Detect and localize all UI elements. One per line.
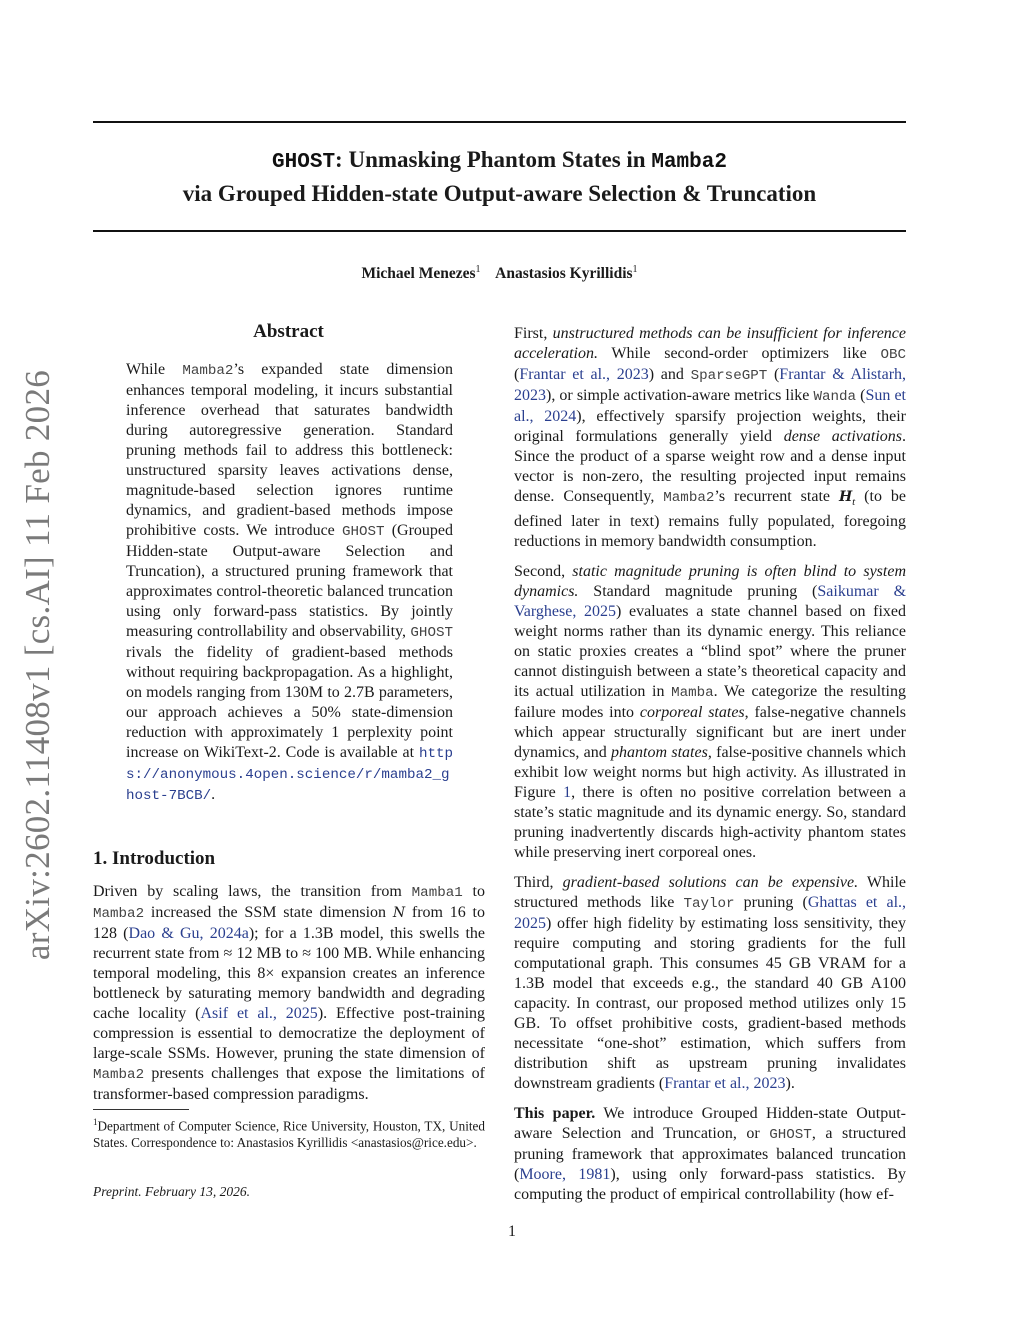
arxiv-id-text: arXiv:2602.11408v1 [cs.AI] 11 Feb 2026 bbox=[18, 369, 57, 961]
affiliation-footnote bbox=[93, 1114, 485, 1151]
page-number: 1 bbox=[508, 1223, 516, 1240]
paper-title bbox=[93, 144, 906, 209]
figure-reference-link[interactable]: 1 bbox=[563, 784, 572, 802]
paragraph: First, unstructured methods can be insufficient for inference acceleration. While second-order optimizers like OBC (Frantar et al., 2023) and SparseGPT (Frantar & Alistarh, 2023), or simple activation-aware metrics like Wanda (Sun et al., 2024), effectively sparsify projection weights, their original formulations generally yield dense activations. Since the product of a sparse weight row and a dense input vector is non-zero, the resulting projected input remains dense. Consequently, Mamba2’s recurrent state $H_t$ (to be defined later in text) remains fully populated, foregoing reductions in memory bandwidth consumption. bbox=[514, 325, 907, 551]
code-term: GHOST bbox=[769, 1127, 812, 1144]
citation-link[interactable]: Ghattas et al., 2025 bbox=[514, 894, 907, 933]
code-term: Mamba2 bbox=[182, 363, 234, 379]
title-bottom-rule bbox=[93, 230, 906, 232]
paragraph: Third, gradient-based solutions can be expensive. While structured methods like Taylor pruning (Ghattas et al., 2025) offer high fidelity by estimating loss sensitivity, they require computing and storing gradients for the full computational graph. This consumes 45 GB VRAM for a 1.3B model that exceeds e.g., the standard 40 GB A100 capacity. In contrast, our proposed method utilizes only 15 GB. To offset prohibitive costs, gradient-based methods necessitate “one-shot” estimation, which suffers from distribution shift as upstream pruning invalidates downstream gradients (Frantar et al., 2023). bbox=[514, 874, 907, 1093]
citation-link[interactable]: Frantar & Alistarh, 2023 bbox=[514, 366, 907, 404]
author-name: Michael Menezes bbox=[361, 265, 476, 283]
footnote-mark: 1 bbox=[93, 1117, 98, 1127]
title-line-1-text: : Unmasking Phantom States in bbox=[335, 147, 652, 172]
code-term: Mamba2 bbox=[93, 906, 145, 922]
affiliation-mark: 1 bbox=[632, 264, 638, 275]
citation-link[interactable]: Asif et al., 2025 bbox=[200, 1005, 318, 1022]
section-heading-introduction: 1. Introduction bbox=[93, 848, 216, 869]
code-term: OBC bbox=[880, 347, 906, 363]
citation-link[interactable]: Moore, 1981 bbox=[519, 1166, 611, 1184]
title-mamba2-code: Mamba2 bbox=[651, 151, 727, 174]
arxiv-identifier-stamp bbox=[14, 369, 62, 961]
math-symbol: H bbox=[838, 489, 853, 505]
code-term: Mamba2 bbox=[663, 490, 715, 506]
code-term: Mamba1 bbox=[411, 885, 463, 901]
code-term: Taylor bbox=[683, 896, 735, 913]
title-line-1 bbox=[93, 144, 906, 178]
citation-link[interactable]: Frantar et al., 2023 bbox=[664, 1075, 786, 1093]
paragraph: Second, static magnitude pruning is often blind to system dynamics. Standard magnitude pruning (Saikumar & Varghese, 2025) evaluates a state channel based on fixed weight norms rather than its dynamic energy. This reliance on static proxies creates a “blind spot” where the pruner cannot distinguish between a state’s theoretical capacity and its actual utilization in Mamba. We categorize the resulting failure modes into corporeal states, false-negative channels which appear structurally significant but are inert under dynamics, and phantom states, false-positive channels which exhibit low weight norms but high activity. As illustrated in Figure 1, there is often no positive correlation between a state’s static magnitude and its dynamic energy. So, standard pruning inadvertently discards high-activity phantom states while preserving inert corporeal ones. bbox=[514, 563, 907, 862]
math-symbol: N bbox=[392, 905, 406, 921]
abstract-heading: Abstract bbox=[253, 321, 324, 342]
citation-link[interactable]: Dao & Gu, 2024a bbox=[128, 925, 249, 942]
paragraph: This paper. We introduce Grouped Hidden-state Output-aware Selection and Truncation, or GHOST, a structured pruning framework that approximates balanced truncation (Moore, 1981), using only forward-pass statistics. By computing the product of empirical controllability (how ef- bbox=[514, 1105, 907, 1204]
citation-link[interactable]: Frantar et al., 2023 bbox=[519, 366, 649, 383]
footnote-rule bbox=[93, 1109, 189, 1110]
preprint-note: Preprint. February 13, 2026. bbox=[93, 1184, 250, 1199]
abstract-body: While Mamba2’s expanded state dimension enhances temporal modeling, it incurs substantial inference overhead that saturates bandwidth during autoregressive generation. Standard pruning methods fail to address this bottleneck: unstructured sparsity leaves activations dense, magnitude-based selection ignores runtime dynamics, and gradient-based methods impose prohibitive costs. We introduce GHOST (Grouped Hidden-state Output-aware Selection and Truncation), a structured pruning framework that approximates control-theoretic balanced truncation using only forward-pass statistics. By jointly measuring controllability and observability, GHOST rivals the fidelity of gradient-based methods without requiring backpropagation. As a highlight, on models ranging from 130M to 2.7B parameters, our approach achieves a 50% state-dimension reduction with approximately 1 perplexity point increase on WikiText-2. Code is available at https://anonymous.4open.science/r/mamba2_ghost-7BCB/. bbox=[126, 361, 454, 804]
author-name: Anastasios Kyrillidis bbox=[495, 265, 633, 283]
title-ghost-code: GHOST bbox=[272, 151, 336, 174]
code-term: Mamba bbox=[671, 685, 714, 702]
code-term: GHOST bbox=[410, 625, 453, 641]
citation-link[interactable]: Sun et al., 2024 bbox=[514, 387, 906, 425]
title-line-2: via Grouped Hidden-state Output-aware Selection & Truncation bbox=[182, 181, 817, 206]
code-term: GHOST bbox=[341, 524, 385, 540]
citation-link[interactable]: Saikumar & Varghese, 2025 bbox=[514, 583, 907, 621]
code-term: SparseGPT bbox=[690, 368, 768, 384]
affiliation-mark: 1 bbox=[475, 264, 481, 275]
code-term: Wanda bbox=[813, 389, 857, 405]
code-url-link[interactable]: https://anonymous.4open.science/r/mamba2_ghost-7BCB/ bbox=[126, 746, 453, 804]
footnote-text: Department of Computer Science, Rice University, Houston, TX, United States. Correspondence to: Anastasios Kyrillidis <anastasios@rice.edu>. bbox=[93, 1118, 485, 1151]
author-list bbox=[93, 264, 906, 283]
paragraph-lead-in: This paper. bbox=[514, 1105, 596, 1123]
title-top-rule bbox=[93, 121, 906, 123]
right-column-body bbox=[514, 324, 906, 1205]
introduction-body: Driven by scaling laws, the transition from Mamba1 to Mamba2 increased the SSM state dimension N from 16 to 128 (Dao & Gu, 2024a); for a 1.3B model, this swells the recurrent state from ≈ 12 MB to ≈ 100 MB. While enhancing temporal modeling, this 8× expansion creates an inference bottleneck by saturating memory bandwidth and degrading cache locality (Asif et al., 2025). Effective post-training compression is essential to democratize the deployment of large-scale SSMs. However, pruning the state dimension of Mamba2 presents challenges that expose the limitations of transformer-based compression paradigms. bbox=[93, 883, 486, 1103]
code-term: Mamba2 bbox=[93, 1067, 145, 1083]
